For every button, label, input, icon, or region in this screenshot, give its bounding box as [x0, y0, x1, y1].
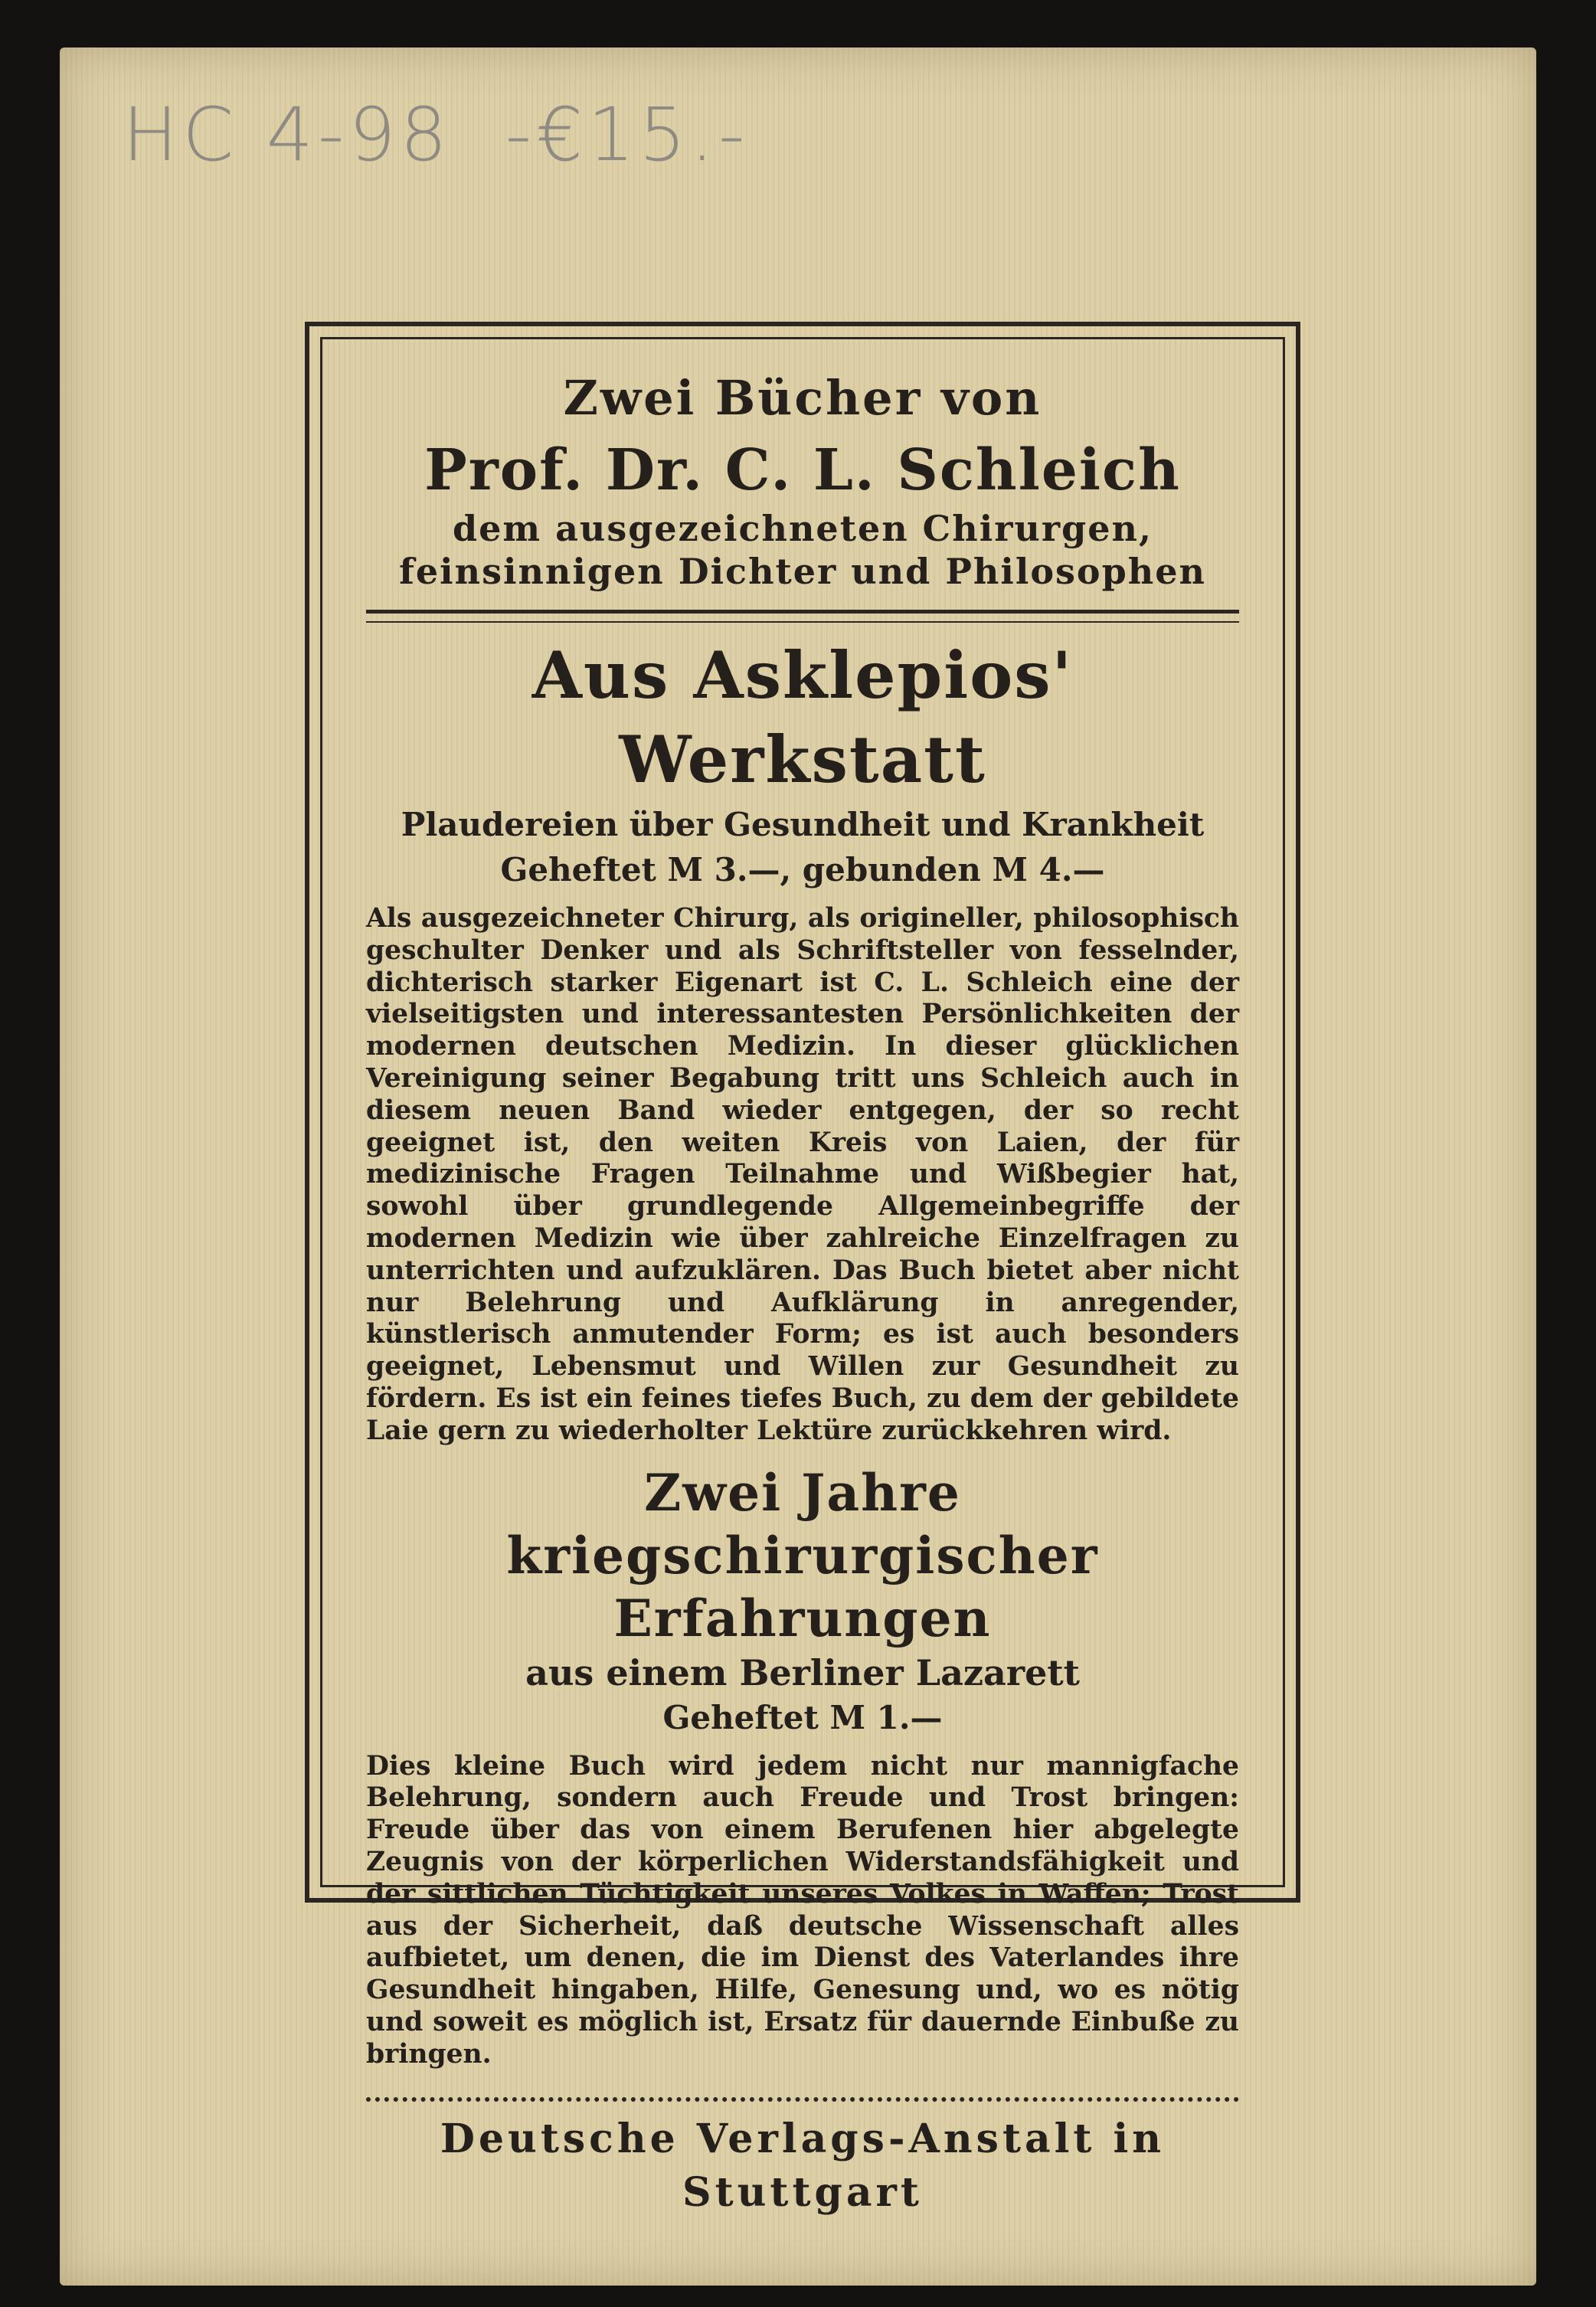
pencil-annotation [123, 92, 803, 178]
book2-title-line2: kriegschirurgischer Erfahrungen [506, 1525, 1099, 1648]
book1-title: Aus Asklepios' Werkstatt [531, 637, 1074, 797]
book2-price: Geheftet M 1.— [662, 1698, 943, 1736]
header-intro: Zwei Bücher von [563, 370, 1042, 426]
book1-description: Als ausgezeichneter Chirurg, als origineller, philosophisch geschulter Denker und als Schriftsteller von fesselnder, dichterisch starker Eigenart ist C. L. Schleich eine der vielseitigsten und interessantesten Persönlichkeiten der modernen deutschen Medizin. In dieser glücklichen Vereinigung seiner Begabung tritt uns Schleich auch in diesem neuen Band wieder entgegen, der so recht geeignet ist, den weiten Kreis von Laien, der für medizinische Fragen Teilnahme und Wißbegier hat, sowohl über grundlegende Allgemeinbegriffe der modernen Medizin wie über zahlreiche Einzelfragen zu unterrichten und aufzuklären. Das Buch bietet aber nicht nur Belehrung und Aufklärung in anregender, künstlerisch anmutender Form; es ist auch besonders geeignet, Lebensmut und Willen zur Gesundheit zu fördern. Es ist ein feines tiefes Buch, zu dem der gebildete Laie gern zu wiederholter Lektüre zurückkehren wird. [366, 903, 1239, 1446]
author-description-1: dem ausgezeichneten Chirurgen, [452, 508, 1153, 549]
author-name: Prof. Dr. C. L. Schleich [424, 437, 1181, 503]
publisher: Deutsche Verlags-Anstalt in Stuttgart [440, 2115, 1166, 2216]
book2-subtitle: aus einem Berliner Lazarett [525, 1651, 1080, 1693]
advertisement [366, 368, 1239, 2220]
shelfmark-note: HC 4-98 [123, 92, 452, 178]
price-note: -€15.- [505, 92, 750, 178]
book1-subtitle: Plaudereien über Gesundheit und Krankheit [401, 806, 1205, 843]
book2-description: Dies kleine Buch wird jedem nicht nur mannigfache Belehrung, sondern auch Freude und Trost bringen: Freude über das von einem Berufenen hier abgelegte Zeugnis von der körperlichen Widerstandsfähigkeit und der sittlichen Tüchtigkeit unseres Volkes in Waffen; Trost aus der Sicherheit, daß deutsche Wissenschaft alles aufbietet, um denen, die im Dienst des Vaterlandes ihre Gesundheit hingaben, Hilfe, Genesung und, wo es nötig und soweit es möglich ist, Ersatz für dauernde Einbuße zu bringen. [366, 1750, 1239, 2070]
author-description-2: feinsinnigen Dichter und Philosophen [399, 551, 1206, 592]
divider [366, 610, 1239, 623]
book2-title-line1: Zwei Jahre [644, 1462, 961, 1523]
dotted-divider [366, 2097, 1239, 2102]
book1-price: Geheftet M 3.—, gebunden M 4.— [500, 851, 1105, 888]
